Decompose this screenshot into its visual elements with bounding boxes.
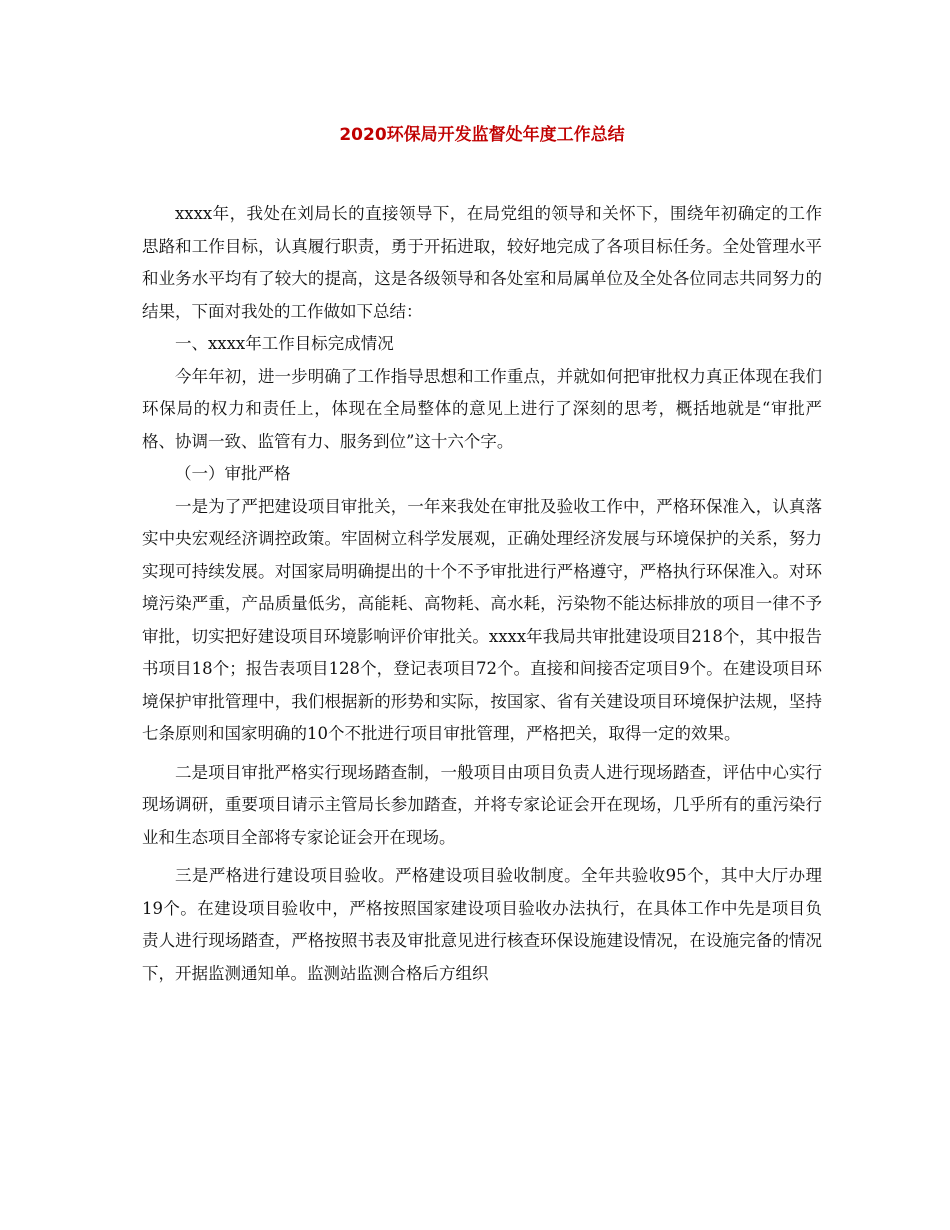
paragraph-guidance: 今年年初，进一步明确了工作指导思想和工作重点，并就如何把审批权力真正体现在我们环保局的权力和责任上，体现在全局整体的意见上进行了深刻的思考，概括地就是“审批严格、协调一致、监管有力、服务到位”这十六个字。 — [142, 366, 822, 451]
paragraph-point-2: 二是项目审批严格实行现场踏查制，一般项目由项目负责人进行现场踏查，评估中心实行现场调研，重要项目请示主管局长参加踏查，并将专家论证会开在现场，几乎所有的重污染行业和生态项目全部将专家论证会开在现场。 — [142, 762, 822, 847]
paragraph-point-1: 一是为了严把建设项目审批关，一年来我处在审批及验收工作中，严格环保准入，认真落实中央宏观经济调控政策。牢固树立科学发展观，正确处理经济发展与环境保护的关系，努力实现可持续发展。对国家局明确提出的十个不予审批进行严格遵守，严格执行环保准入。对环境污染严重，产品质量低劣，高能耗、高物耗、高水耗，污染物不能达标排放的项目一律不予审批，切实把好建设项目环境影响评价审批关。xxxx年我局共审批建设项目218个，其中报告书项目18个；报告表项目128个，登记表项目72个。直接和间接否定项目9个。在建设项目环境保护审批管理中，我们根据新的形势和实际，按国家、省有关建设项目环境保护法规，坚持七条原则和国家明确的10个不批进行项目审批管理，严格把关，取得一定的效果。 — [142, 496, 822, 743]
paragraph-intro: xxxx年，我处在刘局长的直接领导下，在局党组的领导和关怀下，围绕年初确定的工作思路和工作目标，认真履行职责，勇于开拓进取，较好地完成了各项目标任务。全处管理水平和业务水平均有了较大的提高，这是各级领导和各处室和局属单位及全处各位同志共同努力的结果，下面对我处的工作做如下总结： — [142, 204, 822, 321]
document-title: 2020环保局开发监督处年度工作总结 — [339, 125, 625, 145]
document-body — [142, 198, 822, 990]
subsection-heading-1: （一）审批严格 — [175, 464, 291, 483]
section-heading-1: 一、xxxx年工作目标完成情况 — [175, 334, 394, 353]
paragraph-point-3: 三是严格进行建设项目验收。严格建设项目验收制度。全年共验收95个，其中大厅办理19个。在建设项目验收中，严格按照国家建设项目验收办法执行，在具体工作中先是项目负责人进行现场踏查，严格按照书表及审批意见进行核查环保设施建设情况，在设施完备的情况下，开据监测通知单。监测站监测合格后方组织 — [142, 866, 822, 983]
